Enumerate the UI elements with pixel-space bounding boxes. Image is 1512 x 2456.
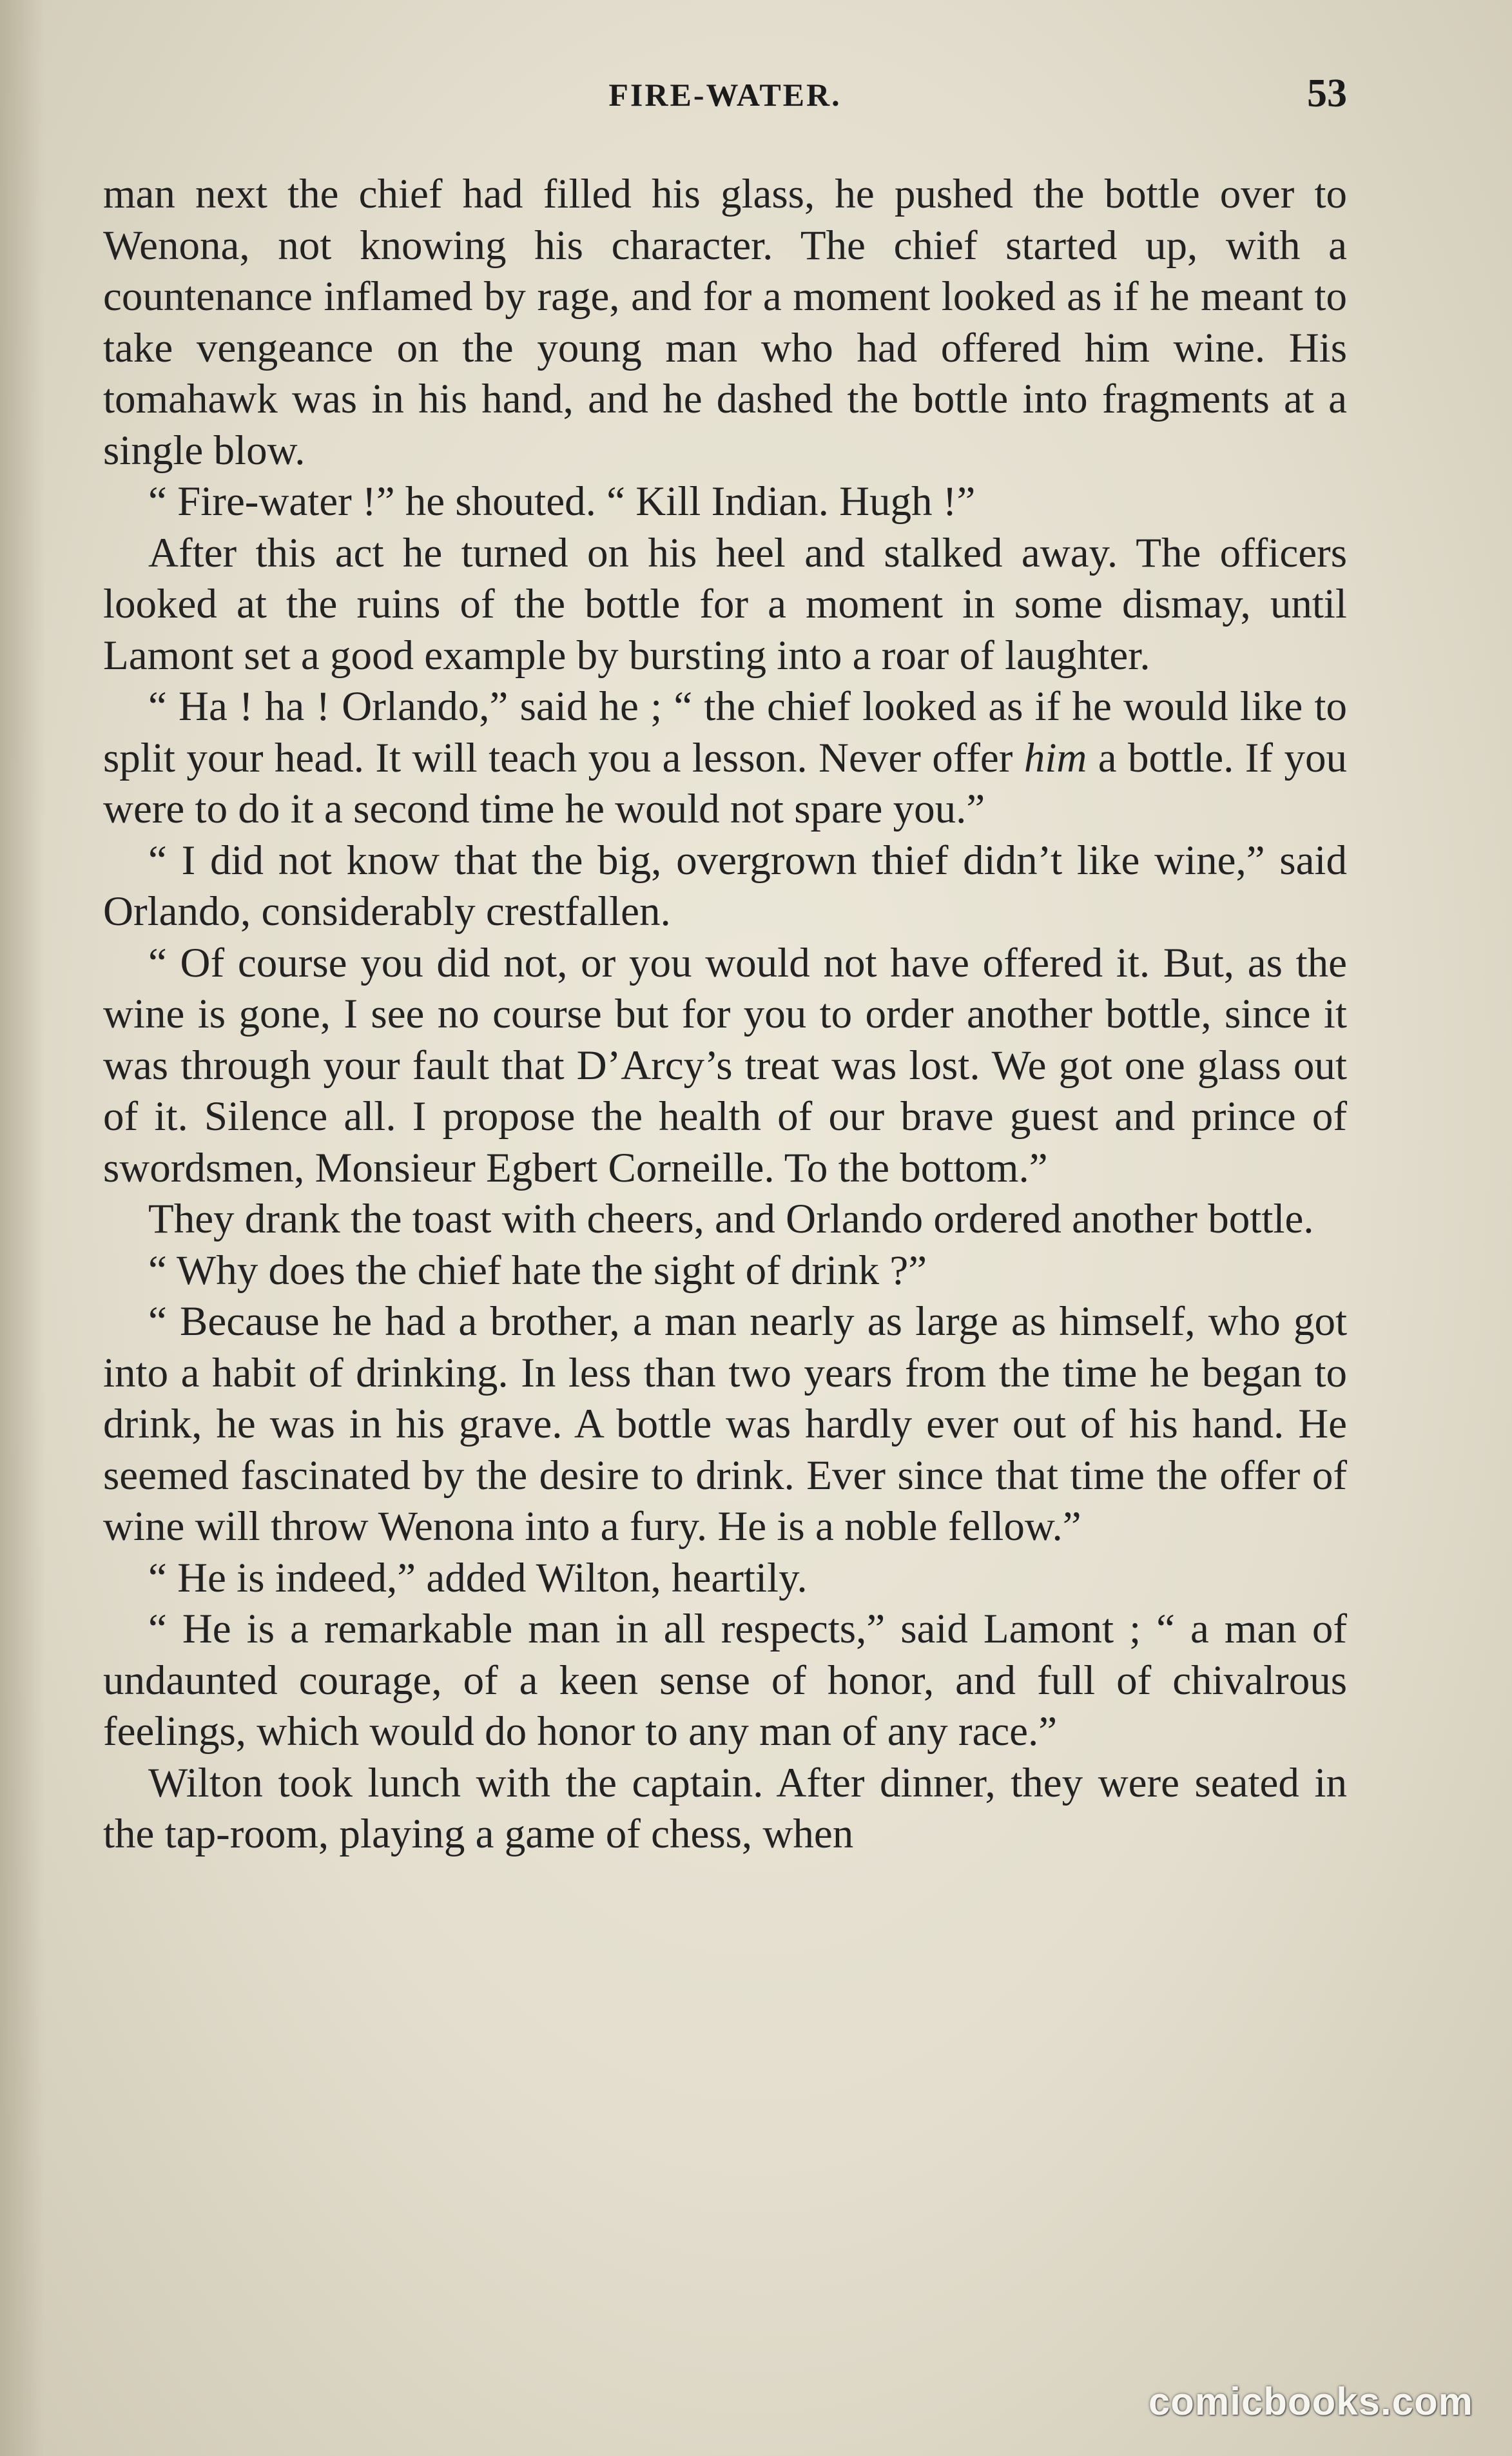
paragraph: “ Why does the chief hate the sight of drink ?”: [148, 1247, 927, 1294]
paragraph: “ Ha ! ha ! Orlando,” said he ; “ the chief looked as if he would like to split your head. It will teach you a lesson. Never offer him a bottle. If you were to do it a second time he would not spare you.”: [103, 683, 1348, 832]
paragraph: “ Fire-water !” he shouted. “ Kill Indian. Hugh !”: [148, 478, 976, 525]
paragraph: “ I did not know that the big, overgrown thief didn’t like wine,” said Orlando, considerably crestfallen.: [103, 837, 1347, 935]
paragraph: They drank the toast with cheers, and Orlando ordered another bottle.: [148, 1196, 1314, 1242]
paragraph: man next the chief had filled his glass, he pushed the bottle over to Wenona, not knowing his character. The chief started up, with a countenance inflamed by rage, and for a moment looked as if he meant to take vengeance on the young man who had offered him wine. His tomahawk was in his hand, and he dashed the bottle into fragments at a single blow.: [103, 171, 1347, 474]
page-number: 53: [1307, 72, 1347, 115]
paragraph: After this act he turned on his heel and stalked away. The officers looked at the ruins of the bottle for a moment in some dismay, until Lamont set a good example by bursting into a roar of laughter.: [103, 529, 1347, 679]
paragraph: “ He is a remarkable man in all respects,” said Lamont ; “ a man of undaunted courage, of a keen sense of honor, and full of chivalrous feelings, which would do honor to any man of any race.”: [103, 1606, 1347, 1755]
emphasis: him: [1023, 734, 1087, 781]
paragraph: “ Of course you did not, or you would not have offered it. But, as the wine is gone, I see no course but for you to order another bottle, since it was through your fault that D’Arcy’s treat was lost. We got one glass out of it. Silence all. I propose the health of our brave guest and prince of swordsmen, Monsieur Egbert Corneille. To the bottom.”: [103, 939, 1347, 1191]
paragraph: Wilton took lunch with the captain. After dinner, they were seated in the tap-room, playing a game of chess, when: [103, 1759, 1347, 1857]
paragraph: “ He is indeed,” added Wilton, heartily.: [148, 1554, 808, 1601]
page-header: [103, 72, 1347, 128]
running-title: FIRE-WATER.: [608, 77, 842, 113]
paragraph: “ Because he had a brother, a man nearly as large as himself, who got into a habit of drinking. In less than two years from the time he began to drink, he was in his grave. A bottle was hardly ever out of his hand. He seemed fascinated by the desire to drink. Ever since that time the offer of wine will throw Wenona into a fury. He is a noble fellow.”: [103, 1298, 1347, 1550]
body-text: [103, 169, 1347, 1860]
watermark: comicbooks.com: [1148, 2380, 1473, 2423]
